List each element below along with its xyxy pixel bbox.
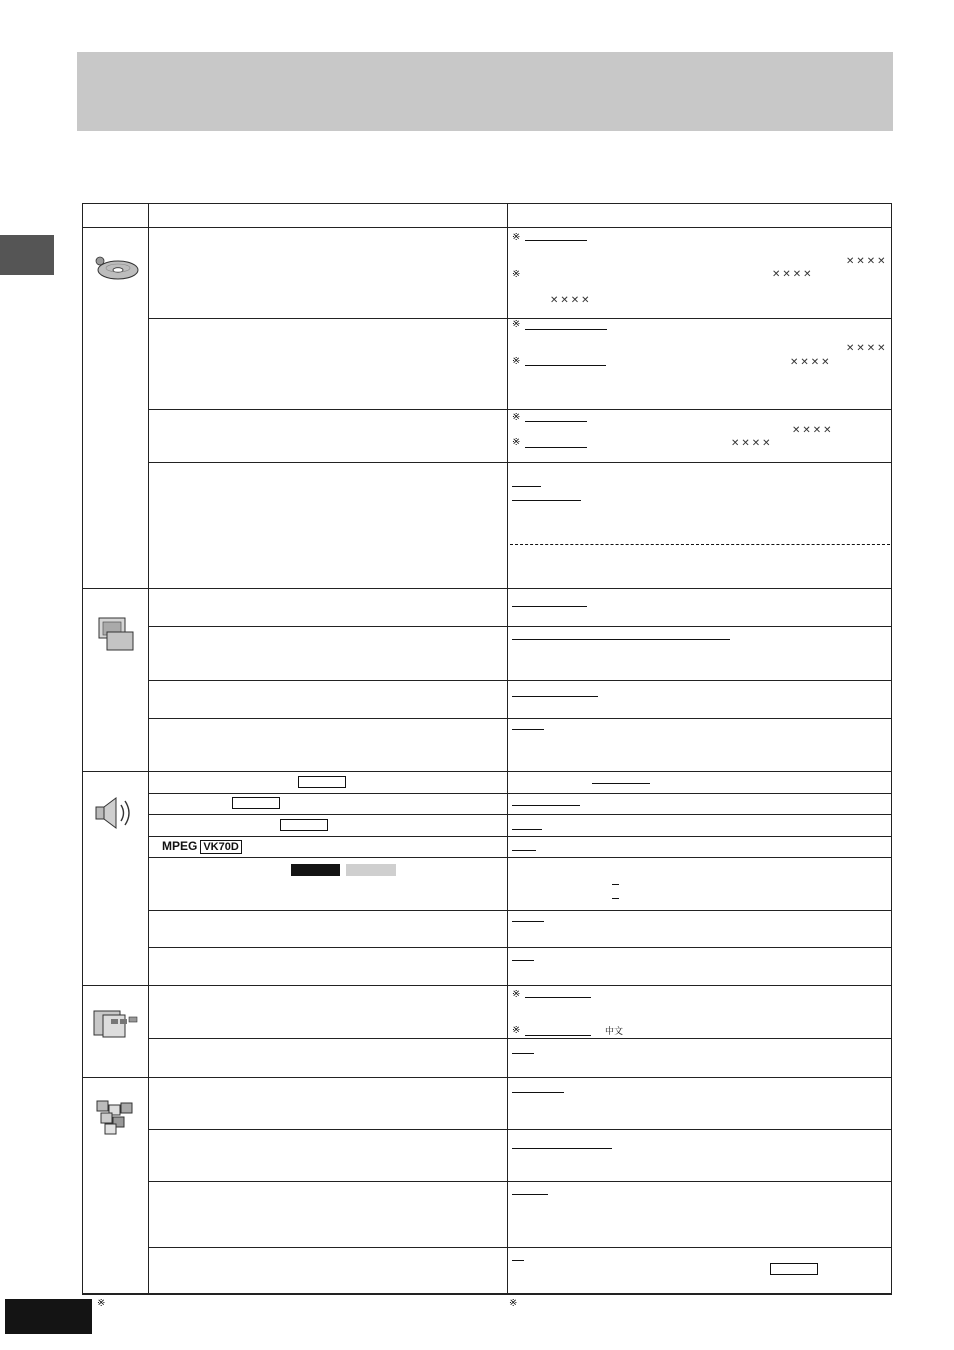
option-box [232,797,280,809]
reference-mark: ※ [512,319,521,330]
speaker-icon [92,795,136,831]
row-line [148,626,892,627]
default-underline [525,997,591,998]
section-line [82,1077,892,1078]
dashed-separator [510,544,890,545]
column-divider-1 [148,203,149,1294]
side-section-tab [0,235,54,275]
default-underline [512,1092,564,1093]
model-label-text: MPEG [162,839,198,853]
reference-mark: ※ [512,232,521,243]
default-underline [512,696,598,697]
row-line [148,718,892,719]
row-line [148,793,892,794]
default-underline [512,1053,534,1054]
default-underline [512,729,544,730]
reference-mark: ※ [512,412,521,423]
others-icon [93,1097,137,1135]
table-left-border [82,203,83,1294]
disc-icon [92,253,140,283]
default-underline [512,486,541,487]
gray-option-badge [346,864,396,876]
row-line [148,814,892,815]
reference-mark: ※ [512,269,521,280]
display-icon [91,1005,141,1041]
section-line [82,588,892,589]
default-underline [512,500,581,501]
option-box [280,819,328,831]
row-line [148,409,892,410]
row-line [148,1247,892,1248]
star-marks: ✕✕✕✕ [731,438,773,449]
default-underline [525,329,607,330]
default-underline [512,850,536,851]
star-marks: ✕✕✕✕ [772,269,814,280]
row-line [148,836,892,837]
option-box [770,1263,818,1275]
header-row-line [82,227,892,228]
default-underline [525,365,606,366]
default-underline [592,783,650,784]
model-label [162,840,242,853]
header-band [77,52,893,131]
default-underline [612,898,619,899]
row-line [148,462,892,463]
default-underline [512,829,542,830]
star-marks: ✕✕✕✕ [790,357,832,368]
default-underline [512,1260,524,1261]
default-underline [512,921,544,922]
row-line [148,318,892,319]
star-marks: ✕✕✕✕ [846,256,888,267]
chinese-language-label: 中文 [605,1026,624,1036]
page-number-tab [5,1299,92,1334]
default-underline [525,447,587,448]
row-line [148,910,892,911]
default-underline [512,805,580,806]
footnote-mark: ※ [97,1298,106,1309]
row-line [148,1181,892,1182]
option-box [298,776,346,788]
default-underline [512,1148,612,1149]
footnote-mark: ※ [509,1298,518,1309]
row-line [148,1129,892,1130]
section-line [82,985,892,986]
dark-option-badge [291,864,340,876]
default-underline [525,240,587,241]
star-marks: ✕✕✕✕ [550,295,592,306]
row-line [148,857,892,858]
row-line [148,947,892,948]
default-underline [525,1035,591,1036]
star-marks: ✕✕✕✕ [792,425,834,436]
model-badge: VK70D [200,840,241,854]
reference-mark: ※ [512,989,521,1000]
table-right-border [891,203,892,1294]
reference-mark: ※ [512,356,521,367]
section-line [82,771,892,772]
default-underline [612,884,619,885]
row-line [148,680,892,681]
tv-monitor-icon [95,614,137,652]
column-divider-2 [507,203,508,1294]
table-top-border [82,203,892,204]
table-bottom-border [82,1293,892,1295]
default-underline [512,606,587,607]
default-underline [512,960,534,961]
star-marks: ✕✕✕✕ [846,343,888,354]
reference-mark: ※ [512,1025,521,1036]
default-underline [512,639,730,640]
default-underline [525,421,587,422]
default-underline [512,1194,548,1195]
reference-mark: ※ [512,437,521,448]
row-line [148,1038,892,1039]
